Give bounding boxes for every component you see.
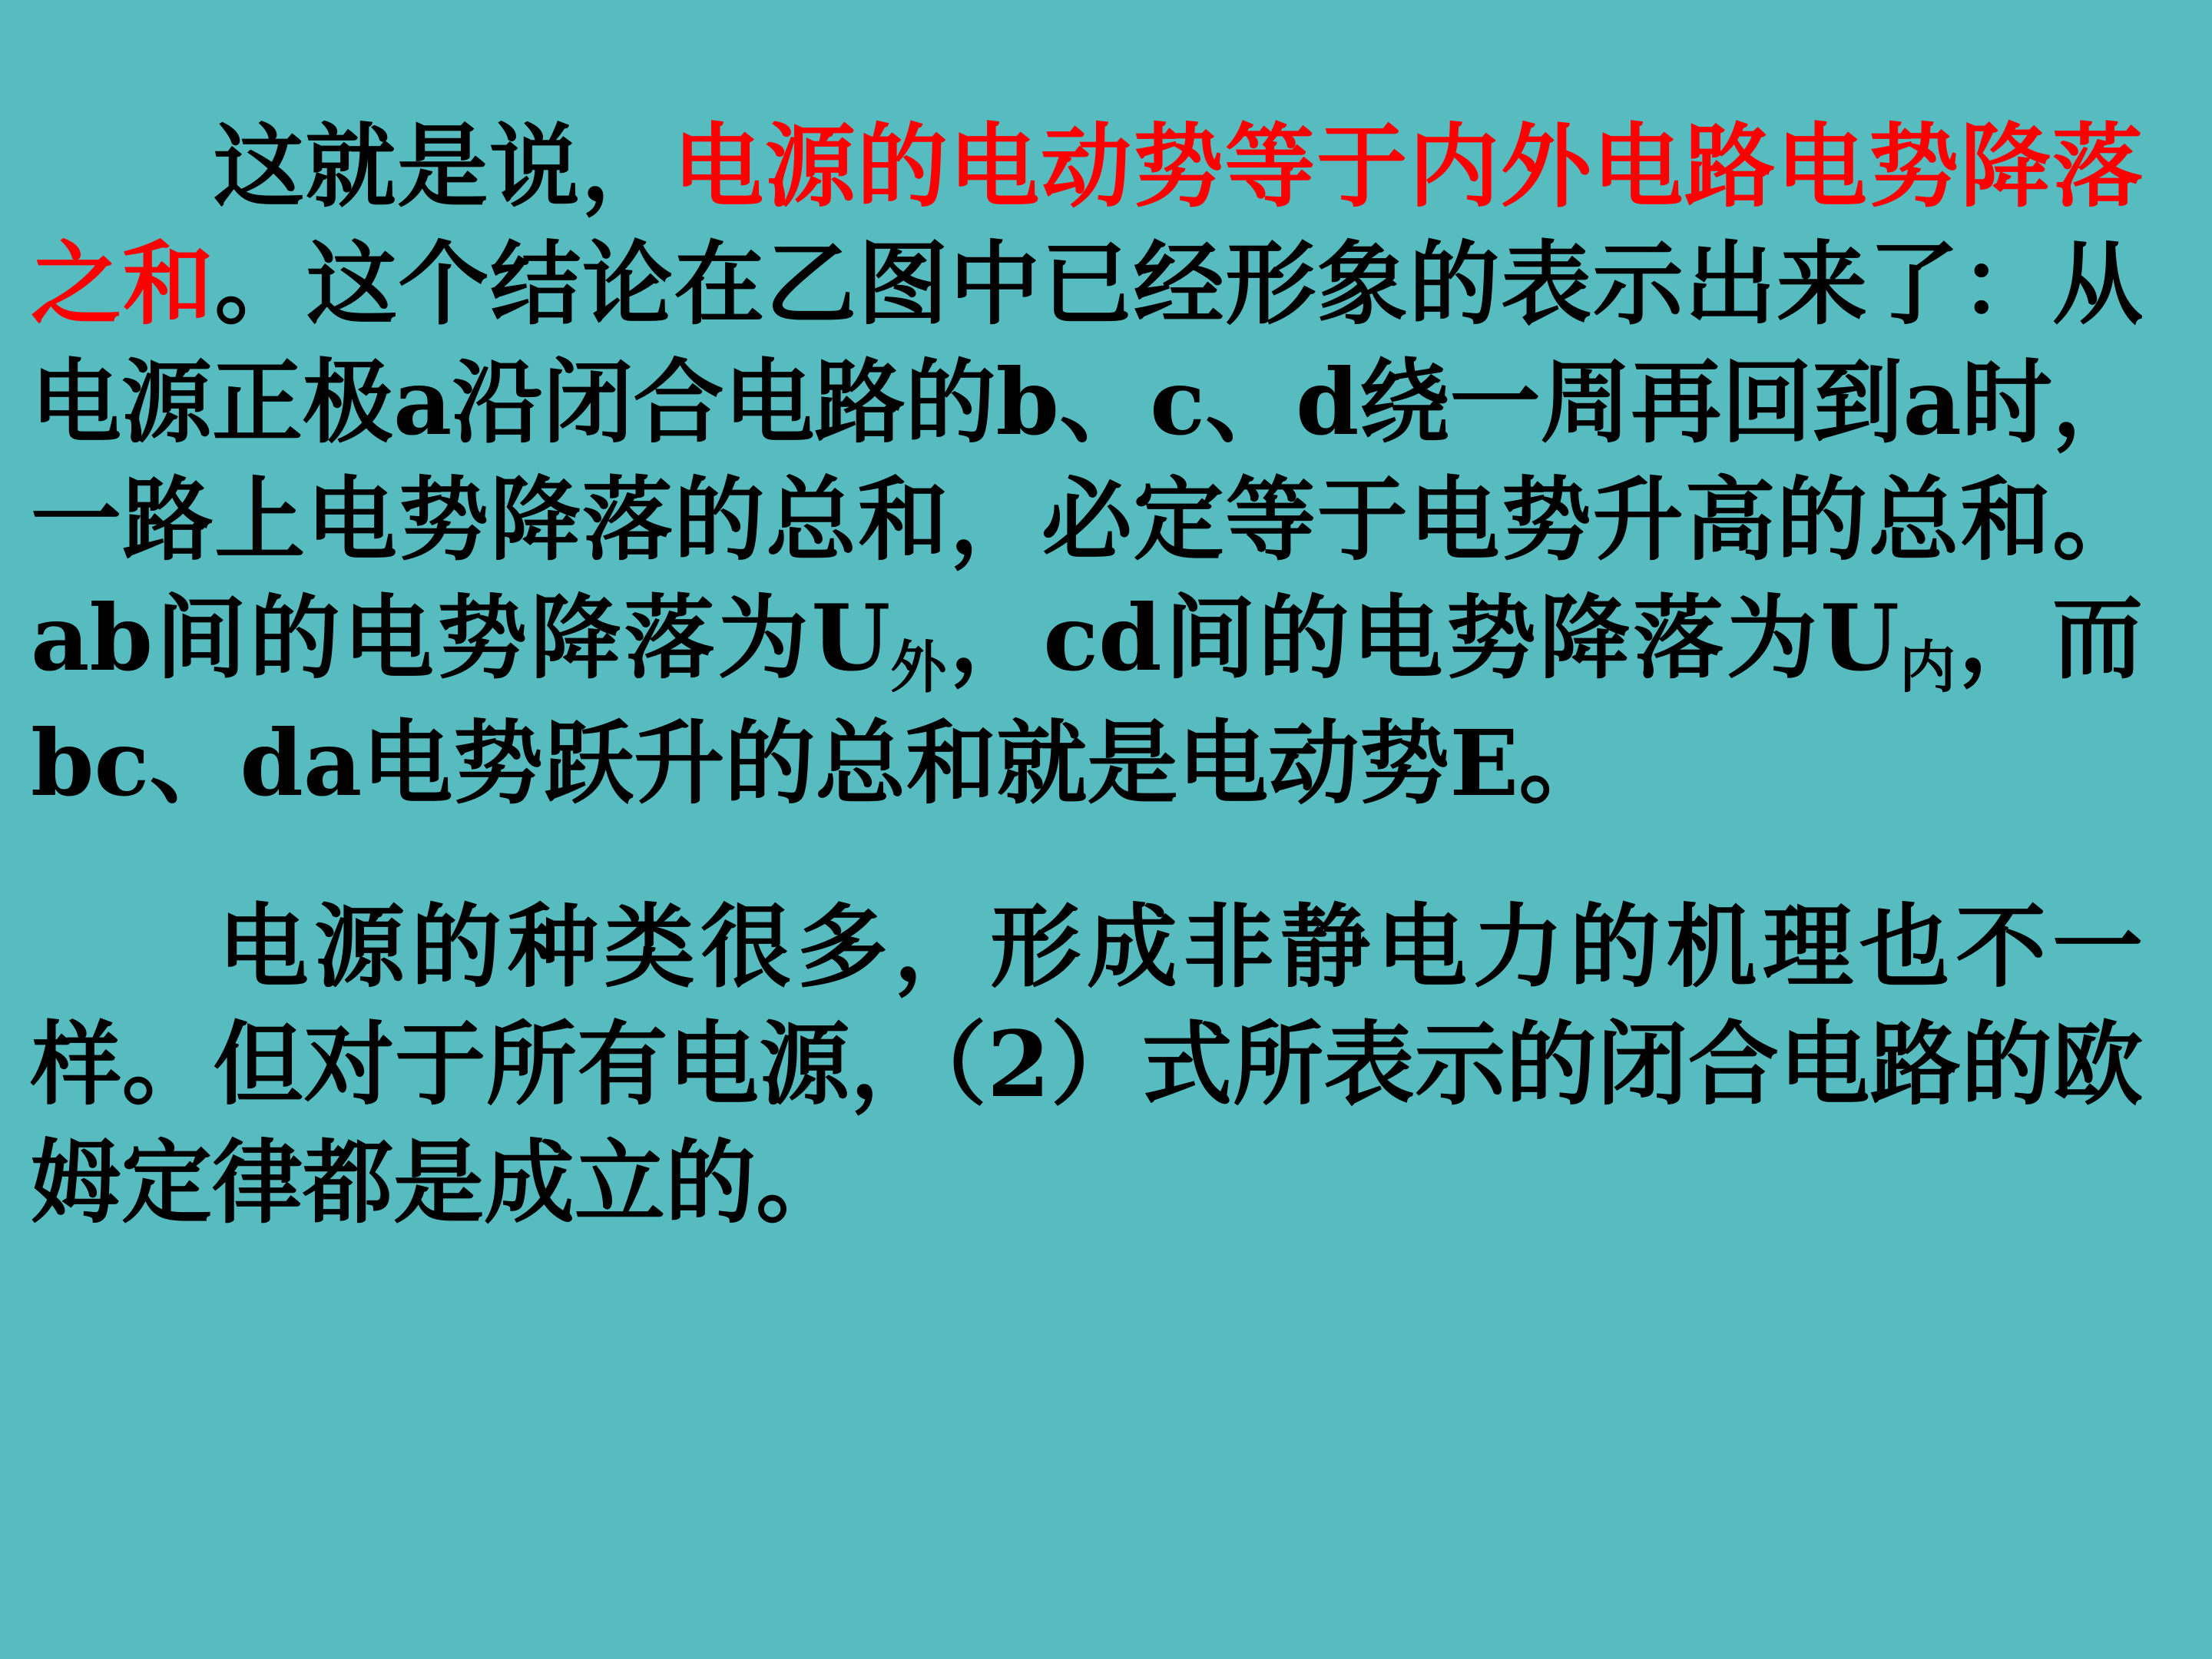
paragraph-1 (31, 108, 2143, 822)
paragraph-1-head-text: 这就是说， (212, 113, 674, 220)
paragraph-1-middle-text-2: ，cd间的电势降落为U (946, 584, 1899, 691)
paragraph-2 (31, 888, 2143, 1241)
subscript-nei: 内 (1899, 634, 1956, 700)
paragraph-1-middle-text: 。这个结论在乙图中已经形象的表示出来了：从电源正极a沿闭合电路的b、c、d绕一周再回到a时，一路上电势降落的总和，必定等于电势升高的总和。ab间的电势降落为U (31, 230, 2143, 691)
subscript-wai: 外 (890, 634, 947, 700)
paragraph-1-tail-text: ，而bc、da电势跃升的总和就是电动势E。 (31, 584, 2143, 816)
paragraph-1-highlight-text: 电源的电动势等于内外电路电势降落之和 (31, 113, 2143, 338)
paragraph-2-text: 电源的种类很多，形成非静电力的机理也不一样。但对于所有电源，（2）式所表示的闭合电路的欧姆定律都是成立的。 (31, 892, 2143, 1236)
